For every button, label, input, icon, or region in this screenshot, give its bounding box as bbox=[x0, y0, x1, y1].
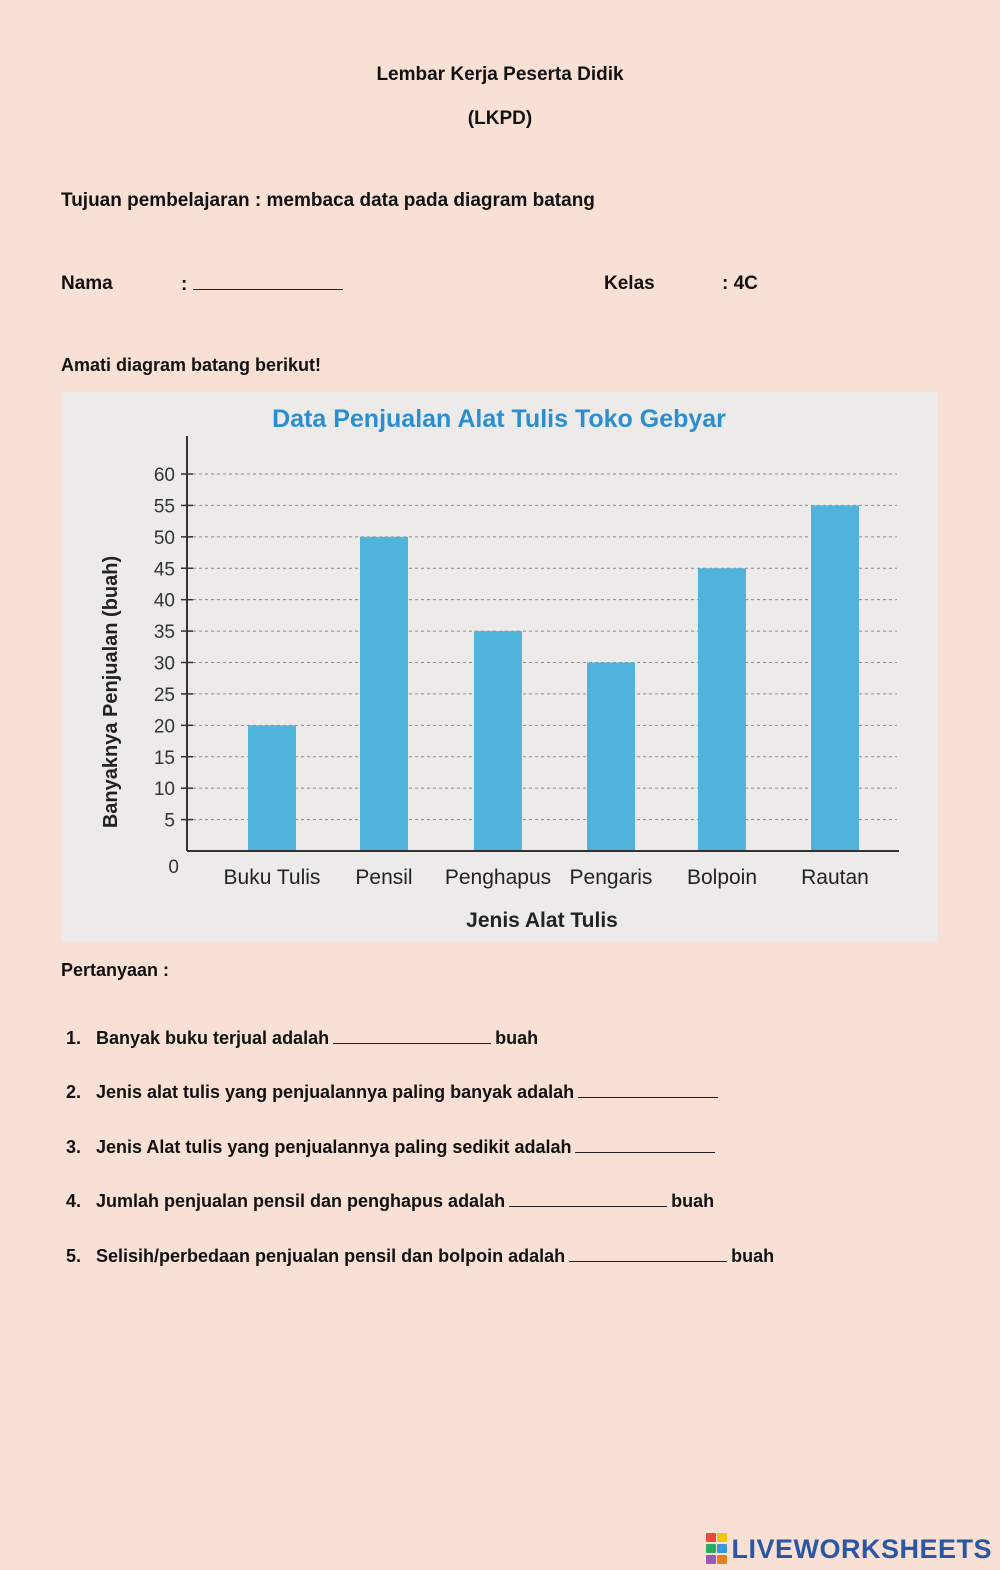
y-tick-label: 10 bbox=[153, 779, 175, 801]
question-number: 5. bbox=[66, 1246, 82, 1266]
liveworksheets-logo-icon bbox=[706, 1533, 727, 1565]
y-tick-label: 45 bbox=[153, 559, 175, 581]
class-label: Kelas bbox=[604, 273, 655, 294]
liveworksheets-wordmark: LIVEWORKSHEETS bbox=[731, 1533, 992, 1564]
question-item bbox=[66, 1137, 719, 1158]
logo-tile bbox=[717, 1555, 727, 1564]
page-title: Lembar Kerja Peserta Didik bbox=[376, 64, 624, 85]
bar bbox=[811, 505, 859, 851]
y-tick-label: 35 bbox=[153, 622, 175, 644]
question-unit: buah bbox=[671, 1191, 715, 1211]
y-tick-label: 30 bbox=[153, 653, 175, 675]
x-tick-label: Bolpoin bbox=[686, 866, 758, 889]
bar bbox=[360, 537, 408, 851]
answer-blank[interactable] bbox=[569, 1247, 727, 1262]
name-blank[interactable] bbox=[193, 273, 343, 290]
question-text: Jenis alat tulis yang penjualannya paling banyak adalah bbox=[96, 1082, 575, 1102]
question-unit: buah bbox=[731, 1246, 775, 1266]
x-tick-label: Penghapus bbox=[444, 866, 552, 889]
logo-tile bbox=[706, 1544, 716, 1553]
question-text: Banyak buku terjual adalah bbox=[96, 1028, 330, 1048]
answer-blank[interactable] bbox=[509, 1192, 667, 1207]
y-tick-label: 55 bbox=[153, 496, 175, 518]
question-text: Jenis Alat tulis yang penjualannya paling sedikit adalah bbox=[96, 1137, 572, 1157]
x-tick-label: Pensil bbox=[355, 866, 413, 889]
question-number: 3. bbox=[66, 1137, 82, 1157]
answer-blank[interactable] bbox=[578, 1083, 718, 1098]
y-tick-label: 40 bbox=[153, 590, 175, 612]
y-tick-label: 15 bbox=[153, 747, 175, 769]
logo-tile bbox=[706, 1533, 716, 1542]
question-item bbox=[66, 1028, 538, 1049]
page-subtitle: (LKPD) bbox=[467, 108, 533, 129]
y-tick-label: 60 bbox=[153, 465, 175, 486]
y-axis-title: Banyaknya Penjualan (buah) bbox=[100, 555, 122, 829]
bar bbox=[587, 663, 635, 852]
answer-blank[interactable] bbox=[333, 1029, 491, 1044]
bar bbox=[248, 725, 296, 851]
question-item bbox=[66, 1082, 722, 1103]
answer-blank[interactable] bbox=[575, 1138, 715, 1153]
y-tick-label: 5 bbox=[164, 810, 175, 832]
question-number: 1. bbox=[66, 1028, 82, 1048]
question-number: 2. bbox=[66, 1082, 82, 1102]
logo-tile bbox=[717, 1544, 727, 1553]
class-value: : 4C bbox=[722, 273, 758, 294]
y-tick-label: 25 bbox=[153, 684, 175, 706]
logo-tile bbox=[717, 1533, 727, 1542]
y-tick-label: 20 bbox=[153, 716, 175, 738]
name-label: Nama bbox=[61, 273, 113, 294]
x-tick-label: Rautan bbox=[801, 866, 869, 889]
bar bbox=[698, 568, 746, 851]
name-colon: : bbox=[181, 274, 188, 295]
liveworksheets-branding bbox=[706, 1534, 992, 1564]
y-tick-label: 0 bbox=[168, 857, 179, 878]
chart-title: Data Penjualan Alat Tulis Toko Gebyar bbox=[272, 405, 726, 433]
questions-heading: Pertanyaan : bbox=[61, 960, 170, 980]
x-tick-label: Buku Tulis bbox=[223, 866, 321, 889]
question-text: Jumlah penjualan pensil dan penghapus adalah bbox=[96, 1191, 506, 1211]
question-item bbox=[66, 1246, 774, 1267]
question-number: 4. bbox=[66, 1191, 82, 1211]
x-tick-label: Pengaris bbox=[569, 866, 653, 889]
bar-chart-svg bbox=[61, 392, 937, 942]
question-text: Selisih/perbedaan penjualan pensil dan bolpoin adalah bbox=[96, 1246, 566, 1266]
question-item bbox=[66, 1191, 714, 1212]
question-unit: buah bbox=[495, 1028, 539, 1048]
name-field[interactable] bbox=[181, 273, 343, 296]
y-tick-label: 50 bbox=[153, 527, 175, 549]
instruction-text: Amati diagram batang berikut! bbox=[61, 355, 322, 375]
bar-chart bbox=[61, 392, 937, 942]
learning-goal: Tujuan pembelajaran : membaca data pada diagram batang bbox=[61, 190, 595, 211]
bar bbox=[474, 631, 522, 851]
x-axis-title: Jenis Alat Tulis bbox=[466, 909, 618, 932]
logo-tile bbox=[706, 1555, 716, 1564]
